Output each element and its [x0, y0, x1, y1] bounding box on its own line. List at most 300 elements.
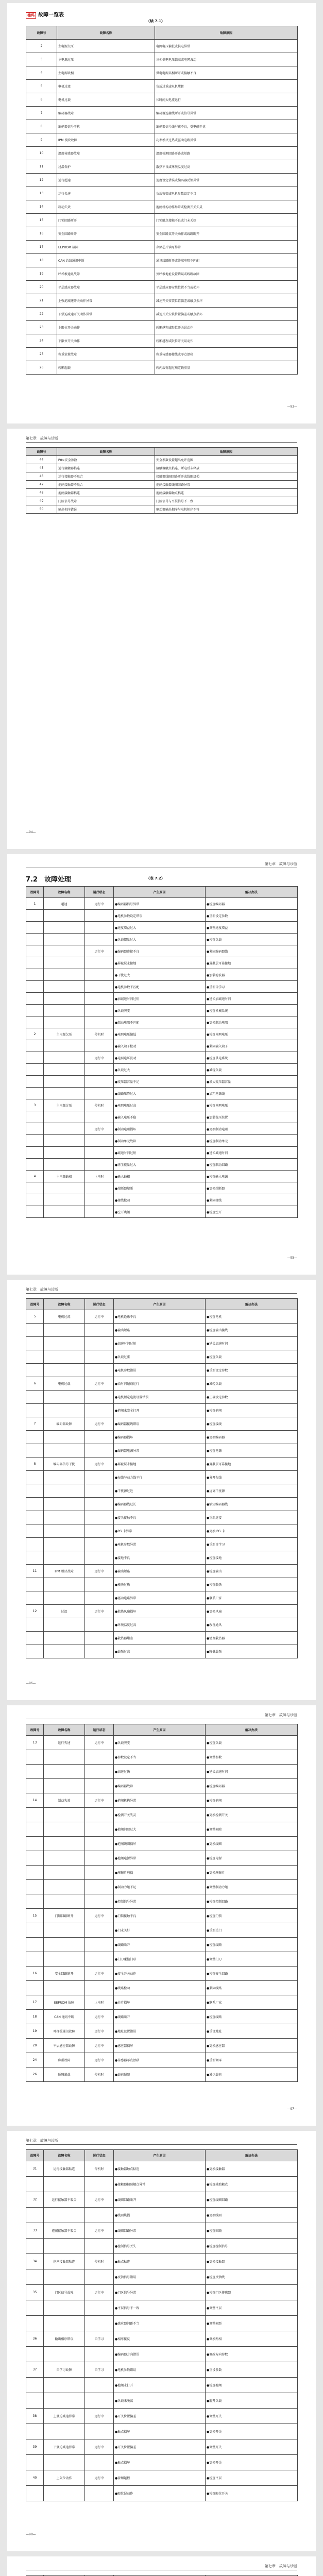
page-header: 第七章 故障与诊断	[265, 2564, 297, 2568]
table-cell	[26, 1206, 44, 1218]
table-cell: 3	[26, 53, 57, 66]
table-cell	[26, 945, 44, 957]
table-cell: 抱闸接触器触点粘连	[155, 489, 298, 497]
table-cell: 运行中	[85, 1458, 114, 1471]
table-cell	[26, 993, 44, 1005]
table-cell	[85, 1111, 114, 1123]
table-cell: 7	[26, 107, 57, 120]
table-cell: 供电电源某相断开或接触不良	[155, 66, 298, 80]
table-cell: 呼梯板通讯故障	[57, 267, 155, 281]
table-cell: ●检查门区传感器	[206, 2285, 298, 2300]
table-cell	[85, 1498, 114, 1511]
table-header-cell: 产生原因	[114, 1724, 206, 1736]
table-cell: 38	[26, 2409, 44, 2424]
table-cell: ●检查负载	[206, 934, 298, 945]
table-cell	[26, 1337, 44, 1350]
table-cell: 7	[26, 1417, 44, 1431]
table-cell	[44, 957, 85, 969]
table-cell: 安全参数设置超出允许范围	[155, 456, 298, 464]
table-cell: 减速开关安装位置偏差或触点损坏	[155, 308, 298, 321]
table-cell: ●检查输入电源	[206, 1171, 298, 1182]
table-cell: 运行中	[85, 2192, 114, 2208]
table-row	[26, 934, 298, 945]
table-cell: ●负载突变	[114, 1736, 206, 1750]
table-cell: 称重装置故障	[57, 348, 155, 361]
table-cell: 抱闸接触器不吸合	[44, 2223, 85, 2239]
table-row	[26, 2254, 298, 2269]
table-cell: ●更换检测开关	[206, 1808, 298, 1822]
table-cell	[44, 2208, 85, 2223]
table-cell: 36	[26, 2331, 44, 2347]
table-row	[26, 361, 298, 375]
page-1	[7, 3, 316, 423]
table-cell	[85, 1923, 114, 1938]
table-cell	[44, 1632, 85, 1645]
table-cell	[26, 1005, 44, 1016]
table-cell: 15	[26, 214, 57, 227]
table-cell: 20	[26, 2039, 44, 2053]
table-row	[26, 174, 298, 187]
table-cell	[26, 2177, 44, 2192]
table-cell	[85, 2177, 114, 2192]
table-row	[26, 2362, 298, 2378]
table-cell	[85, 981, 114, 993]
table-cell	[85, 934, 114, 945]
table-cell	[85, 1404, 114, 1417]
table-cell	[26, 1538, 44, 1551]
table-header-cell: 故障名称	[57, 26, 155, 40]
table-cell	[26, 1645, 44, 1658]
table-header-cell: 故障号	[26, 1299, 44, 1310]
table-cell: ●检查供电系统	[206, 1052, 298, 1064]
table-cell: ●检查机械系统	[206, 1005, 298, 1016]
table-cell	[44, 1182, 85, 1194]
table-cell: 轿厢越程或限位开关误动作	[155, 334, 298, 348]
table-cell: ●检查电源	[206, 1851, 298, 1866]
table-cell	[26, 1182, 44, 1194]
table-cell	[26, 1431, 44, 1444]
table-cell: ●检查回路	[206, 2223, 298, 2239]
table-cell: 5	[26, 80, 57, 93]
table-cell: 17	[26, 241, 57, 254]
table-cell	[44, 1324, 85, 1337]
table-cell	[44, 1040, 85, 1052]
table-cell: 主电源缺相	[57, 66, 155, 80]
table-cell: ●检查制动单元	[206, 1135, 298, 1147]
table-cell: 运行中	[85, 2409, 114, 2424]
table-cell: ●编码器接线错误	[114, 1417, 206, 1431]
table-cell	[44, 1123, 85, 1135]
table-cell: ●触点损坏	[114, 2424, 206, 2439]
table-cell	[44, 1052, 85, 1064]
table-cell: ●更换开关	[206, 2455, 298, 2470]
table-cell: ●长时间超载运行	[114, 1377, 206, 1391]
table-cell	[26, 1866, 44, 1880]
table-cell: ●控制信号丢失	[114, 2239, 206, 2254]
table-row	[26, 241, 298, 254]
table-cell: ●检查制动回路	[206, 1159, 298, 1171]
table-cell	[85, 1016, 114, 1028]
table-cell: ●调整间隙	[206, 1822, 298, 1837]
table-row	[26, 1194, 298, 1206]
table-cell	[44, 1923, 85, 1938]
table-cell: 电机过流	[44, 1310, 85, 1324]
table-cell	[44, 910, 85, 922]
table-cell: ●加装滤波器	[206, 969, 298, 981]
table-cell: ●更换线圈	[206, 2208, 298, 2223]
table-cell	[44, 1484, 85, 1498]
table-cell	[85, 2316, 114, 2331]
table-cell: ●编码器信号异常	[114, 898, 206, 910]
table-cell	[85, 1444, 114, 1458]
table-cell	[44, 1471, 85, 1484]
table-cell: ●线路压降过大	[114, 1088, 206, 1099]
table-cell	[26, 969, 44, 981]
table-cell	[44, 1538, 85, 1551]
table-cell: ●速度增益过大	[114, 922, 206, 934]
table-cell: ●更换 PG 卡	[206, 1524, 298, 1538]
table-cell	[26, 1391, 44, 1404]
table-cell: ●检查反馈线	[206, 2269, 298, 2285]
fault-handling-table	[26, 2149, 298, 2501]
table-cell: 14	[26, 200, 57, 214]
table-row	[26, 489, 298, 497]
table-cell: ●加装稳压装置	[206, 1111, 298, 1123]
table-cell	[44, 1194, 85, 1206]
table-cell: ●编码器线过长	[114, 1498, 206, 1511]
table-row	[26, 1866, 298, 1880]
table-cell: ●抱闸电源异常	[114, 1851, 206, 1866]
table-cell: 停机时	[85, 2067, 114, 2082]
table-cell: ●载频过高	[114, 1645, 206, 1658]
table-cell: ●编码器连接不良	[114, 945, 206, 957]
table-cell: ●抱闸未完全打开	[114, 1404, 206, 1417]
table-cell: 电机过载	[44, 1377, 85, 1391]
table-cell: ●检查线圈回路	[206, 2192, 298, 2208]
table-cell	[44, 1837, 85, 1851]
table-cell	[44, 1808, 85, 1822]
table-cell: 运行中	[85, 1909, 114, 1923]
table-cell: ●重设地址	[206, 2024, 298, 2039]
table-cell: 功率模块过热或驱动电路异常	[155, 133, 298, 147]
table-cell: ●触点损坏	[114, 2455, 206, 2470]
table-cell	[85, 1431, 114, 1444]
page-number: —96—	[26, 1682, 36, 1685]
table-cell: ●编码器损坏	[114, 1431, 206, 1444]
table-cell: 运行中	[85, 945, 114, 957]
table-row	[26, 2424, 298, 2439]
table-cell: IPM 模块故障	[57, 133, 155, 147]
table-cell	[26, 1444, 44, 1458]
table-cell	[26, 1147, 44, 1159]
table-cell: ●接触器辅助触点异常	[114, 2177, 206, 2192]
table-header-cell: 故障名称	[44, 1299, 85, 1310]
table-row	[26, 993, 298, 1005]
table-cell: 4	[26, 66, 57, 80]
table-cell: ●加速时间过短	[114, 1337, 206, 1350]
table-row	[26, 1182, 298, 1194]
table-cell: ●更换熔断器	[206, 1182, 298, 1194]
table-cell: 13	[26, 1736, 44, 1750]
table-cell: ●抱闸机构异常	[114, 1793, 206, 1808]
table-cell	[44, 1076, 85, 1088]
table-cell: 运行中	[85, 2470, 114, 2486]
table-row	[26, 1206, 298, 1218]
table-cell: 47	[26, 481, 57, 489]
table-row	[26, 2161, 298, 2177]
table-cell: 3	[26, 1099, 44, 1111]
table-cell	[85, 1005, 114, 1016]
table-cell: 17	[26, 1995, 44, 2010]
table-row	[26, 1750, 298, 1765]
table-row	[26, 1159, 298, 1171]
table-cell	[44, 1938, 85, 1952]
table-row	[26, 957, 298, 969]
page-header: 第七章 故障与诊断	[26, 2139, 58, 2143]
table-cell: 安全回路断开	[57, 227, 155, 241]
table-cell: 运行中	[85, 1377, 114, 1391]
table-cell	[44, 1404, 85, 1417]
table-cell: 运行中	[85, 2223, 114, 2239]
table-cell	[85, 1952, 114, 1967]
table-row	[26, 1995, 298, 2010]
table-cell: 平层感应器故障	[57, 281, 155, 294]
table-cell: ●输出短路	[114, 1565, 206, 1578]
table-row	[26, 1147, 298, 1159]
table-cell: ●紧固编码器线	[206, 945, 298, 957]
table-cell: 主电源缺相	[44, 1171, 85, 1182]
table-cell	[26, 1808, 44, 1822]
table-cell: 24	[26, 334, 57, 348]
table-cell: 安全回路某开关动作或线路断开	[155, 227, 298, 241]
table-cell: 运行中	[85, 1736, 114, 1750]
table-cell: 抱闸接触器粘连	[57, 489, 155, 497]
table-cell: 编码器信号线屏蔽不良，受电磁干扰	[155, 120, 298, 133]
table-cell	[26, 2269, 44, 2285]
table-cell: ●接头接触不良	[114, 1511, 206, 1524]
table-cell: ●接线松动	[114, 1194, 206, 1206]
table-cell: ●检查门锁	[206, 1909, 298, 1923]
table-row	[26, 1938, 298, 1952]
table-cell: ●清理散热器	[206, 1632, 298, 1645]
table-header-cell: 产生原因	[114, 2150, 206, 2161]
table-cell: 运行中	[85, 1052, 114, 1064]
table-cell	[85, 2393, 114, 2409]
table-cell	[26, 1498, 44, 1511]
page-number: —94—	[26, 831, 36, 834]
table-cell: ●延长加减速时间	[206, 993, 298, 1005]
table-cell: 14	[26, 1793, 44, 1808]
fault-handling-table	[26, 1298, 298, 1658]
table-cell: ●干扰源过近	[114, 1484, 206, 1498]
table-cell: ●线圈回路断开	[114, 2192, 206, 2208]
table-cell: 22	[26, 308, 57, 321]
table-cell	[85, 1471, 114, 1484]
table-cell: 46	[26, 472, 57, 481]
table-row	[26, 1632, 298, 1645]
table-row	[26, 2269, 298, 2285]
fault-handling-table	[26, 886, 298, 1218]
table-cell	[85, 1981, 114, 1995]
table-cell: 外呼板地址设置错误或线路故障	[155, 267, 298, 281]
table-cell	[85, 1618, 114, 1632]
table-cell: ●更换制动电阻	[206, 1123, 298, 1135]
table-row	[26, 214, 298, 227]
table-cell: ●检查输出	[206, 1565, 298, 1578]
table-cell: ●模块过热	[114, 1578, 206, 1591]
table-cell	[44, 1159, 85, 1171]
table-row	[26, 227, 298, 241]
table-header-cell: 解决办法	[206, 1299, 298, 1310]
table-cell	[44, 2177, 85, 2192]
table-cell	[85, 1511, 114, 1524]
table-cell: 抱闸接触器线圈回路异常	[155, 481, 298, 489]
table-cell: 37	[26, 2362, 44, 2378]
table-cell: 电机过载	[57, 93, 155, 107]
table-cell: ●参数设定不当	[114, 1750, 206, 1765]
table-cell: ●减轻负载	[206, 1377, 298, 1391]
table-cell: 门区信号故障	[44, 2285, 85, 2300]
table-row	[26, 2010, 298, 2024]
table-row	[26, 281, 298, 294]
table-cell	[85, 1159, 114, 1171]
table-row	[26, 1793, 298, 1808]
table-row	[26, 1880, 298, 1894]
table-cell: ●延长加速时间	[206, 1765, 298, 1779]
table-cell: ●调整开关	[206, 2439, 298, 2455]
table-cell: 18	[26, 2010, 44, 2024]
table-cell	[85, 2486, 114, 2501]
table-cell: 运行接触器粘连	[44, 2161, 85, 2177]
table-cell: ●干扰过大	[114, 969, 206, 981]
table-cell: 19	[26, 2024, 44, 2039]
table-cell	[44, 1005, 85, 1016]
table-row	[26, 53, 298, 66]
table-cell	[26, 1837, 44, 1851]
table-cell	[85, 1765, 114, 1779]
table-cell: ●增大变压器容量	[206, 1076, 298, 1088]
table-row	[26, 1779, 298, 1793]
table-cell	[44, 1866, 85, 1880]
table-cell	[85, 1851, 114, 1866]
table-cell	[85, 2378, 114, 2393]
table-cell: 20	[26, 281, 57, 294]
table-cell: 门区信号故障	[57, 497, 155, 505]
table-row	[26, 107, 298, 120]
table-row	[26, 1052, 298, 1064]
table-cell: 通讯线路断开或终端电阻不匹配	[155, 254, 298, 267]
table-cell	[85, 2208, 114, 2223]
table-row	[26, 2393, 298, 2409]
table-cell	[26, 1750, 44, 1765]
table-cell	[26, 2486, 44, 2501]
table-row	[26, 2208, 298, 2223]
table-cell	[44, 1880, 85, 1894]
table-cell	[85, 969, 114, 981]
table-cell: ●检查平层	[206, 2470, 298, 2486]
table-cell: ●电网电压波动	[114, 1052, 206, 1064]
table-cell: ●触点粘连	[114, 2254, 206, 2269]
table-cell	[26, 1364, 44, 1377]
table-cell	[26, 2300, 44, 2316]
table-row	[26, 1524, 298, 1538]
table-cell: 9	[26, 133, 57, 147]
table-cell	[85, 1866, 114, 1880]
table-cell: ●线路松动	[114, 1981, 206, 1995]
table-cell: 温度传感器故障	[57, 147, 155, 160]
table-row	[26, 2347, 298, 2362]
table-cell: 运行超速	[57, 174, 155, 187]
table-cell: ●电机绝缘不良	[114, 1310, 206, 1324]
table-caption: （表 7.2）	[146, 876, 165, 880]
table-cell: ●接地不良	[114, 1551, 206, 1565]
table-header-cell: 解决办法	[206, 2150, 298, 2161]
table-header-cell: 故障名称	[44, 1724, 85, 1736]
table-row	[26, 2470, 298, 2486]
table-cell	[26, 2239, 44, 2254]
table-cell: ●电机参数错误	[114, 1364, 206, 1377]
table-cell: ●传感器零点漂移	[114, 2053, 206, 2067]
table-cell	[26, 1894, 44, 1909]
table-cell: ●编码器方向错误	[114, 2347, 206, 2362]
table-cell: 24	[26, 2053, 44, 2067]
table-cell	[44, 1952, 85, 1967]
table-cell	[44, 1444, 85, 1458]
table-cell: 运行中	[85, 1605, 114, 1618]
page-header: 第七章 故障与诊断	[265, 1713, 297, 1717]
table-cell: 三相供电电压偏高或电网波动	[155, 53, 298, 66]
table-cell	[85, 1088, 114, 1099]
table-cell: 10	[26, 147, 57, 160]
table-cell	[85, 1064, 114, 1076]
table-cell: 接触器线圈回路断开或线圈烧损	[155, 472, 298, 481]
table-cell: ●抱闸未打开	[114, 2378, 206, 2393]
table-cell: IPM 模块故障	[44, 1565, 85, 1578]
table-cell: ●接触器触点粘连	[114, 2161, 206, 2177]
table-cell: 8	[26, 120, 57, 133]
table-cell: ●检查电网电压	[206, 1099, 298, 1111]
table-cell: 4	[26, 1171, 44, 1182]
table-row	[26, 160, 298, 174]
table-cell	[26, 1324, 44, 1337]
table-cell: ●负载过大	[114, 1064, 206, 1076]
table-row	[26, 1765, 298, 1779]
table-cell: 15	[26, 1909, 44, 1923]
table-cell: 5	[26, 1310, 44, 1324]
table-cell: ●检查电机	[206, 1310, 298, 1324]
table-cell	[44, 934, 85, 945]
table-cell: 制动失效	[44, 1793, 85, 1808]
table-row	[26, 1605, 298, 1618]
table-cell: 上限位开关动作	[57, 321, 155, 334]
page-number: —95—	[287, 1256, 297, 1260]
table-row	[26, 1471, 298, 1484]
table-cell: 过温保护	[57, 160, 155, 174]
table-cell	[26, 2208, 44, 2223]
table-cell	[44, 2316, 85, 2331]
table-row	[26, 1431, 298, 1444]
table-cell: ●地址设置错误	[114, 2024, 206, 2039]
table-cell: 40	[26, 2470, 44, 2486]
table-cell: 自学习故障	[44, 2362, 85, 2378]
table-cell: 运行失速	[57, 187, 155, 200]
table-row	[26, 505, 298, 514]
table-cell	[26, 1404, 44, 1417]
table-cell: ●布线与动力线平行	[114, 1471, 206, 1484]
table-row	[26, 187, 298, 200]
fault-list-table	[26, 26, 298, 375]
table-cell	[26, 2393, 44, 2409]
